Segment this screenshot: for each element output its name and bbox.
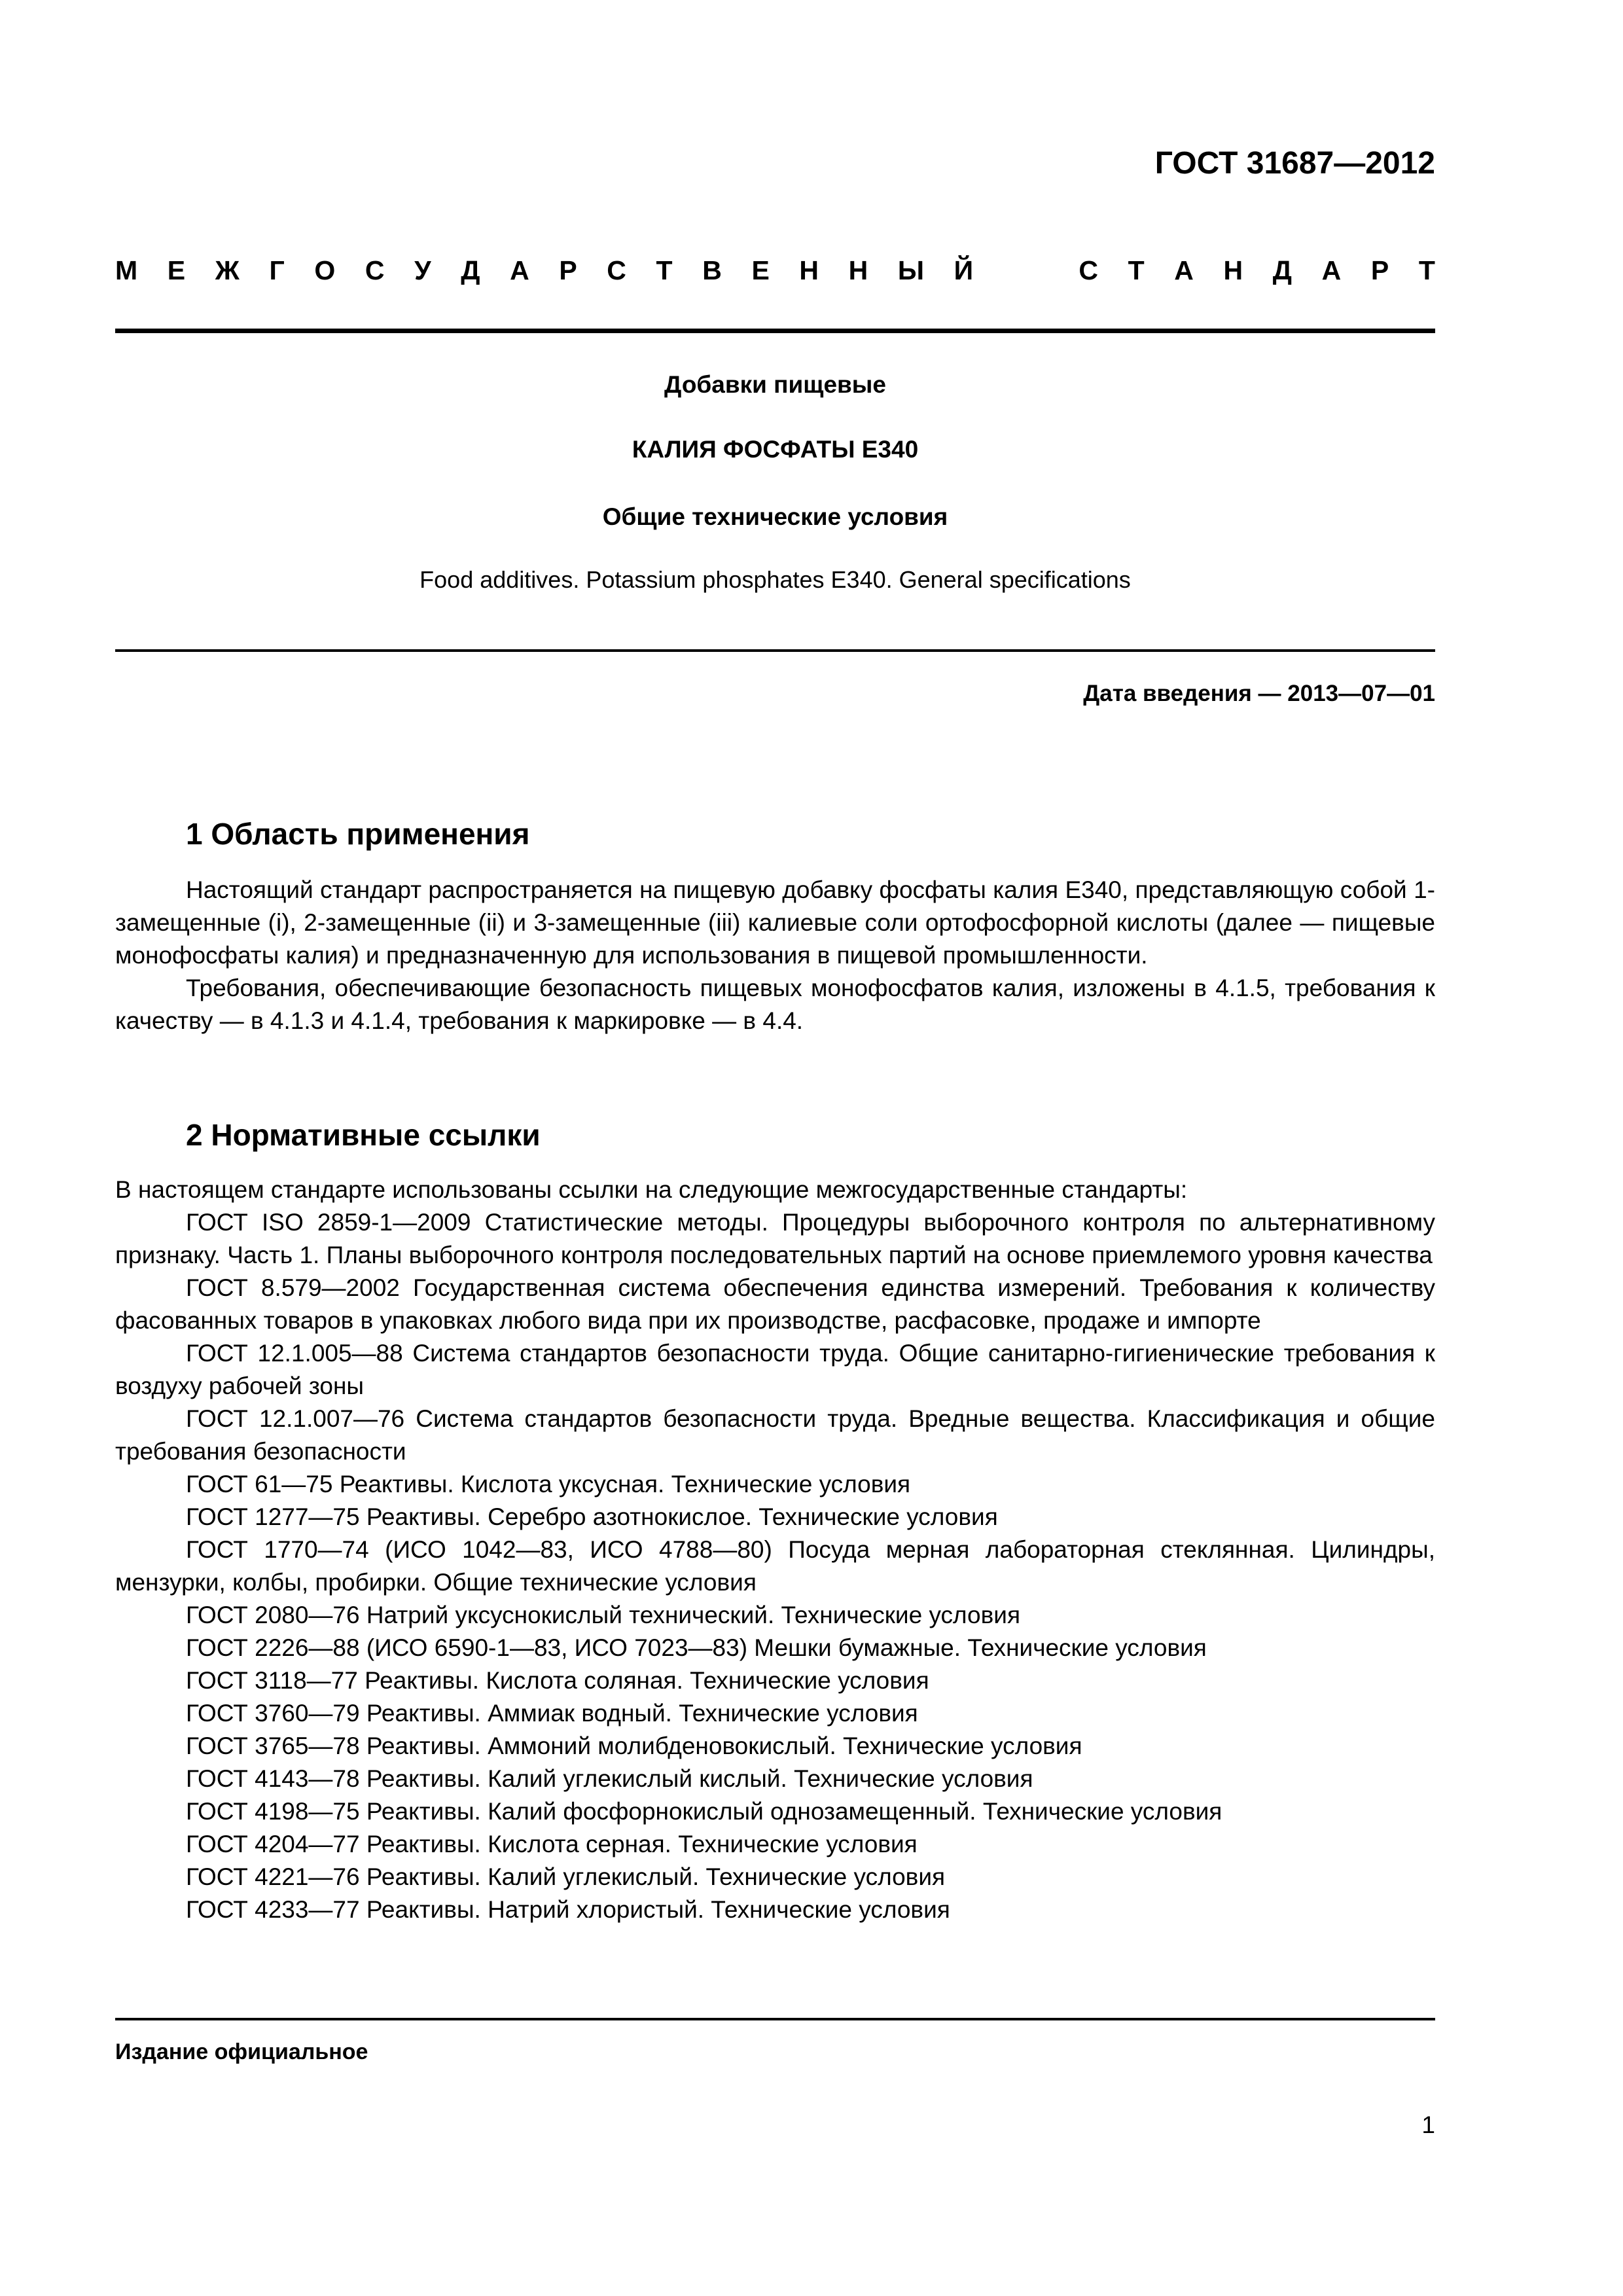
banner-letter: Р [559, 255, 577, 285]
title-subtitle: Общие технические условия [602, 503, 948, 530]
page-number: 1 [1421, 2111, 1435, 2138]
banner-letter: Е [751, 255, 770, 285]
banner-letter: Т [1418, 255, 1435, 285]
reference-item: ГОСТ 4221—76 Реактивы. Калий углекислый. Технические условия [186, 1863, 946, 1890]
banner-letter: Н [799, 255, 819, 285]
banner-letter: С [365, 255, 385, 285]
banner-letter: Н [1223, 255, 1243, 285]
reference-item: ГОСТ 61—75 Реактивы. Кислота уксусная. Технические условия [186, 1471, 911, 1498]
banner-letter: С [1079, 255, 1098, 285]
banner-letter: Р [1370, 255, 1389, 285]
banner-letter: Ы [897, 255, 925, 285]
section-2-heading: 2 Нормативные ссылки [186, 1118, 541, 1152]
banner-letter: А [510, 255, 529, 285]
reference-item: ГОСТ 4204—77 Реактивы. Кислота серная. Технические условия [186, 1831, 918, 1857]
banner-letter: Й [954, 255, 974, 285]
reference-item: ГОСТ 3760—79 Реактивы. Аммиак водный. Технические условия [186, 1700, 918, 1727]
reference-item: ГОСТ 1277—75 Реактивы. Серебро азотнокислое. Технические условия [186, 1503, 998, 1530]
title-english: Food additives. Potassium phosphates E340. General specifications [419, 566, 1131, 593]
reference-item: ГОСТ 3765—78 Реактивы. Аммоний молибденовокислый. Технические условия [186, 1732, 1082, 1759]
banner-letter: Т [1128, 255, 1145, 285]
banner-letter: У [414, 255, 431, 285]
banner-letter: Ж [215, 255, 240, 285]
paragraph: Требования, обеспечивающие безопасность пищевых монофосфатов калия, изложены в 4.1.5, требования к качеству — в 4.1.3 и 4.1.4, требования к маркировке — в 4.4. [115, 975, 1435, 1034]
reference-item: ГОСТ 4143—78 Реактивы. Калий углекислый кислый. Технические условия [186, 1765, 1033, 1792]
banner-letter: С [607, 255, 626, 285]
banner-letter: Д [1272, 255, 1292, 285]
banner-letter: Д [461, 255, 480, 285]
banner-letter: Т [656, 255, 673, 285]
banner-letter: Н [848, 255, 868, 285]
banner-letter: Е [167, 255, 186, 285]
reference-item: ГОСТ 2080—76 Натрий уксуснокислый технический. Технические условия [186, 1602, 1020, 1628]
banner-letter: О [314, 255, 336, 285]
section-1-heading: 1 Область применения [186, 817, 530, 851]
banner-letter: Г [269, 255, 285, 285]
title-product: КАЛИЯ ФОСФАТЫ Е340 [632, 436, 919, 463]
reference-item: ГОСТ 4198—75 Реактивы. Калий фосфорнокислый однозамещенный. Технические условия [186, 1798, 1222, 1825]
introduction-date: Дата введения — 2013—07—01 [1083, 681, 1435, 706]
title-divider [115, 649, 1435, 652]
footer-divider [115, 2018, 1435, 2020]
reference-item: ГОСТ ISO 2859-1—2009 Статистические методы. Процедуры выборочного контроля по альтернативному признаку. Часть 1. Планы выборочного контроля последовательных партий на основе приемлемого уровня качества [115, 1209, 1435, 1268]
document-number: ГОСТ 31687—2012 [1154, 146, 1435, 181]
standard-type-banner [115, 247, 1435, 293]
section-1-body [115, 874, 1435, 1037]
title-category: Добавки пищевые [664, 371, 886, 398]
header-divider [115, 329, 1435, 333]
banner-letter: В [702, 255, 722, 285]
banner-letter: А [1174, 255, 1194, 285]
banner-letter: А [1321, 255, 1342, 285]
paragraph: Настоящий стандарт распространяется на пищевую добавку фосфаты калия Е340, представляющую собой 1-замещенные (i), 2-замещенные (ii) и 3-замещенные (iii) калиевые соли ортофосфорной кислоты (далее — пищевые монофосфаты калия) и предназначенную для использования в пищевой промышленности. [115, 876, 1435, 969]
official-edition-label: Издание официальное [115, 2039, 368, 2064]
reference-item: ГОСТ 2226—88 (ИСО 6590-1—83, ИСО 7023—83) Мешки бумажные. Технические условия [186, 1634, 1207, 1661]
references-intro: В настоящем стандарте использованы ссылки на следующие межгосударственные стандарты: [115, 1176, 1188, 1203]
reference-item: ГОСТ 4233—77 Реактивы. Натрий хлористый. Технические условия [186, 1896, 950, 1923]
reference-item: ГОСТ 12.1.007—76 Система стандартов безопасности труда. Вредные вещества. Классификация и общие требования безопасности [115, 1405, 1435, 1465]
section-2-body [115, 1174, 1435, 1926]
reference-item: ГОСТ 3118—77 Реактивы. Кислота соляная. Технические условия [186, 1667, 929, 1694]
reference-item: ГОСТ 12.1.005—88 Система стандартов безопасности труда. Общие санитарно-гигиенические требования к воздуху рабочей зоны [115, 1340, 1435, 1399]
reference-item: ГОСТ 8.579—2002 Государственная система обеспечения единства измерений. Требования к количеству фасованных товаров в упаковках любого вида при их производстве, расфасовке, продаже и импорте [115, 1274, 1435, 1334]
reference-item: ГОСТ 1770—74 (ИСО 1042—83, ИСО 4788—80) Посуда мерная лабораторная стеклянная. Цилиндры, мензурки, колбы, пробирки. Общие технические условия [115, 1536, 1435, 1596]
banner-letter: М [115, 255, 138, 285]
